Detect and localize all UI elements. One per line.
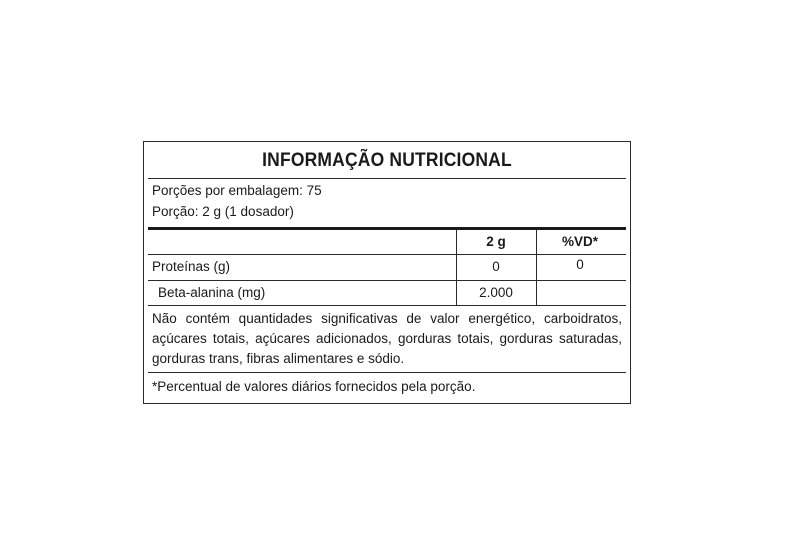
nutrition-facts-label	[143, 141, 631, 404]
serving-size: Porção: 2 g (1 dosador)	[152, 204, 294, 219]
serving-divider	[148, 227, 626, 230]
table-bottom-divider	[148, 305, 626, 306]
title-divider	[148, 178, 626, 179]
nutrient-dv: 0	[576, 257, 584, 272]
footnote-divider	[148, 372, 626, 373]
column-separator	[456, 230, 457, 306]
column-separator	[536, 230, 537, 306]
footnote: *Percentual de valores diários fornecidos pela porção.	[152, 379, 476, 394]
label-title: INFORMAÇÃO NUTRICIONAL	[262, 150, 512, 171]
nutrient-amount: 0	[492, 259, 500, 274]
servings-per-package: Porções por embalagem: 75	[152, 183, 322, 198]
nutrient-amount: 2.000	[479, 285, 513, 300]
row-divider	[148, 280, 626, 281]
header-divider	[148, 254, 626, 255]
column-header-amount: 2 g	[486, 234, 506, 249]
nutrition-note: Não contém quantidades significativas de valor energético, carboidratos, açúcares totais, açúcares adicionados, gorduras totais, gorduras saturadas, gorduras trans, fibras alimentares e sódio.	[152, 311, 622, 366]
column-header-dv: %VD*	[561, 234, 598, 249]
nutrient-name: Beta-alanina (mg)	[158, 285, 266, 300]
nutrient-name: Proteínas (g)	[152, 259, 231, 274]
